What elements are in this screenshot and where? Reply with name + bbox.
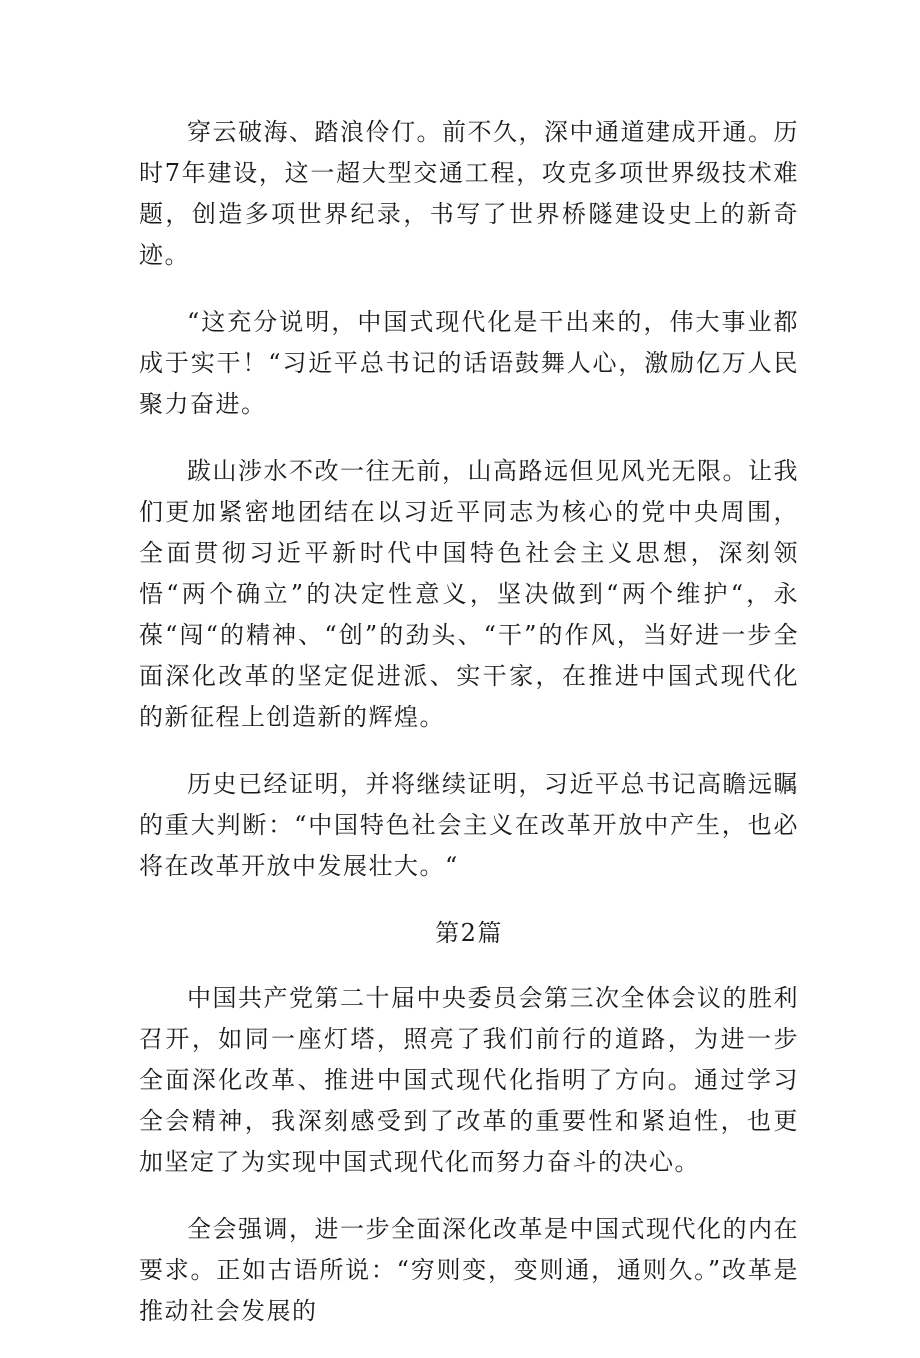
paragraph-plenary-emphasis: 全会强调，进一步全面深化改革是中国式现代化的内在要求。正如古语所说：“穷则变，变则通，通则久。”改革是推动社会发展的	[139, 1215, 799, 1325]
paragraph-unite-around-party: 跋山涉水不改一往无前，山高路远但见风光无限。让我们更加紧密地团结在以习近平同志为核心的党中央周围，全面贯彻习近平新时代中国特色社会主义思想，深刻领悟“两个确立”的决定性意义，坚决做到“两个维护“，永葆“闯“的精神、“创”的劲头、“干”的作风，当好进一步全面深化改革的坚定促进派、实干家，在推进中国式现代化的新征程上创造新的辉煌。	[139, 457, 799, 731]
paragraph-deep-zhong-channel: 穿云破海、踏浪伶仃。前不久，深中通道建成开通。历时7年建设，这一超大型交通工程，攻克多项世界级技术难题，创造多项世界纪录，书写了世界桥隧建设史上的新奇迹。	[139, 118, 799, 269]
paragraph-history-proven: 历史已经证明，并将继续证明，习近平总书记高瞻远瞩的重大判断：“中国特色社会主义在改革开放中产生，也必将在改革开放中发展壮大。“	[139, 770, 799, 880]
document-body	[139, 112, 799, 1358]
paragraph-quote-hard-work: “这充分说明，中国式现代化是干出来的，伟大事业都成于实干！“习近平总书记的话语鼓舞人心，激励亿万人民聚力奋进。	[139, 308, 799, 418]
paragraph-plenary-session: 中国共产党第二十届中央委员会第三次全体会议的胜利召开，如同一座灯塔，照亮了我们前行的道路，为进一步全面深化改革、推进中国式现代化指明了方向。通过学习全会精神，我深刻感受到了改革的重要性和紧迫性，也更加坚定了为实现中国式现代化而努力奋斗的决心。	[139, 984, 799, 1176]
section-heading: 第2篇	[435, 919, 503, 947]
